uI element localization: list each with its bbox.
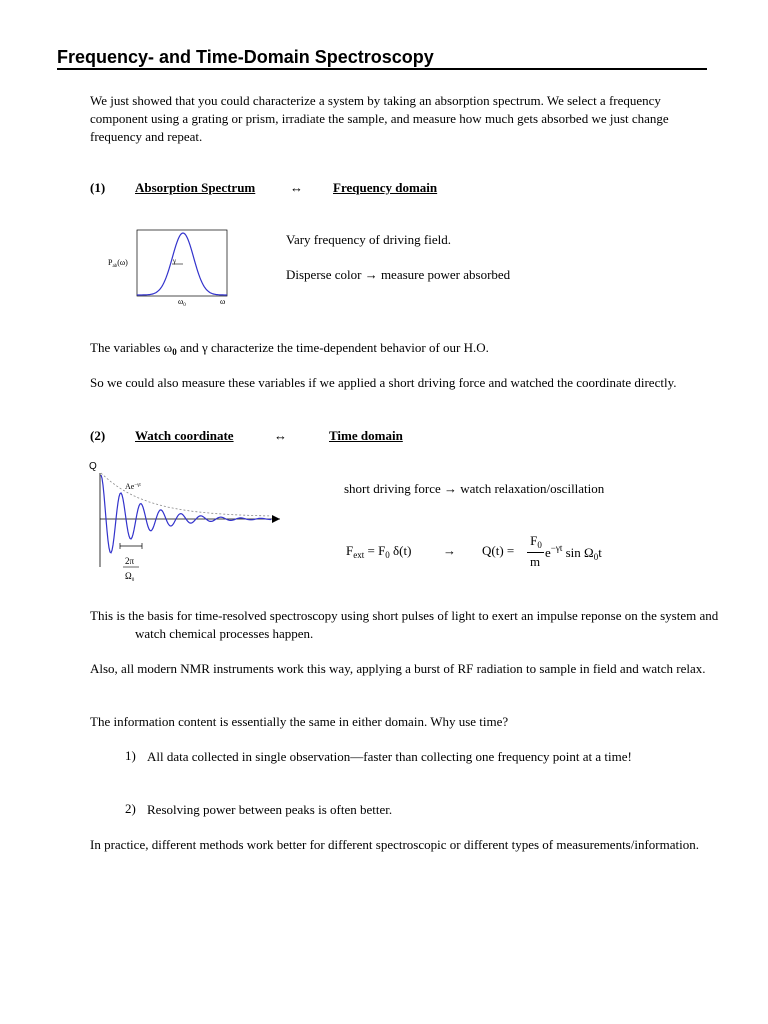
section1-line1: Vary frequency of driving field.: [286, 232, 451, 247]
omega0-sub: 0: [183, 303, 186, 308]
list-item-1-text: All data collected in single observation—faster than collecting one frequency point at a time!: [147, 749, 632, 764]
basis-paragraph: This is the basis for time-resolved spectroscopy using short pulses of light to exert an impulse reponse on the system and watch chemical processes happen.: [90, 608, 719, 641]
force-equation: $F_{ext} = F_0$ δ(t): [346, 543, 412, 560]
q-equation-rhs: $e^{-\gamma t}$ $\sin \Omega_0t$: [545, 543, 602, 562]
gamma-label: γ: [173, 257, 177, 265]
period-omega-sub: 0: [131, 578, 135, 583]
section1-left-heading: Absorption Spectrum: [135, 180, 256, 195]
section2-right-heading: Time domain: [329, 428, 403, 443]
svg-text:ω0: [178, 297, 186, 308]
fraction-denominator: m: [530, 554, 541, 569]
q-equation-lhs: Q(t) =: [482, 543, 515, 558]
section1-line2: Disperse color → measure power absorbed: [286, 267, 511, 282]
list-item-2-text: Resolving power between peaks is often better.: [147, 802, 393, 817]
period-omega: Ω: [125, 571, 132, 581]
time-axis-arrowhead: [272, 515, 280, 523]
omega-axis-label: ω: [220, 297, 226, 306]
decay-label: Ae: [125, 482, 135, 491]
ylabel-arg: (ω): [117, 258, 128, 267]
info-paragraph: The information content is essentially the same in either domain. Why use time?: [90, 714, 509, 729]
svg-text:Pab(ω): [108, 258, 128, 269]
two-pi-label: 2π: [125, 556, 135, 566]
ylabel-p: P: [108, 258, 113, 267]
variables-paragraph: [90, 339, 690, 361]
svg-text:Ω0: [125, 571, 135, 583]
section1-number: (1): [90, 180, 106, 195]
section2-line1: short driving force → watch relaxation/oscillation: [344, 481, 605, 496]
variables-text-a: The variables ω: [90, 340, 173, 355]
time-domain-figure: [85, 455, 300, 590]
intro-paragraph: We just showed that you could characterize a system by taking an absorption spectrum. We select a frequency component using a grating or prism, irradiate the sample, and measure how much gets absorbed we just change frequency and repeat.: [90, 93, 669, 144]
fraction-numerator: $F_0$: [530, 533, 542, 550]
omega0-label: ω: [178, 297, 184, 306]
variables-text-b: and γ characterize the time-dependent behavior of our H.O.: [176, 340, 489, 355]
section1-right-heading: Frequency domain: [333, 180, 438, 195]
section2-arrow: ↔: [274, 428, 287, 443]
page-title: Frequency- and Time-Domain Spectroscopy: [57, 46, 707, 70]
list-item-1-number: 1): [125, 748, 136, 763]
ylabel-sub: ab: [112, 264, 118, 269]
section2-number: (2): [90, 428, 106, 443]
equation-arrow: →: [443, 543, 456, 558]
practice-paragraph: In practice, different methods work better for different spectroscopic or different types of measurements/information.: [90, 837, 699, 852]
decay-exp: −γt: [134, 483, 141, 488]
svg-text:Ae−γt: [125, 482, 141, 491]
list-item-2-number: 2): [125, 801, 136, 816]
measure-paragraph: So we could also measure these variables if we applied a short driving force and watched the coordinate directly.: [90, 375, 677, 390]
section1-arrow: ↔: [290, 180, 303, 195]
nmr-paragraph: Also, all modern NMR instruments work this way, applying a burst of RF radiation to sample in field and watch relax.: [90, 661, 706, 676]
variables-sub: 0: [172, 347, 177, 357]
decay-envelope: [101, 473, 271, 516]
fraction-bar: [527, 552, 544, 553]
section2-left-heading: Watch coordinate: [135, 428, 234, 443]
absorption-plot-frame: [137, 230, 227, 296]
absorption-spectrum-figure: [100, 222, 240, 310]
q-axis-label: Q: [89, 461, 97, 472]
